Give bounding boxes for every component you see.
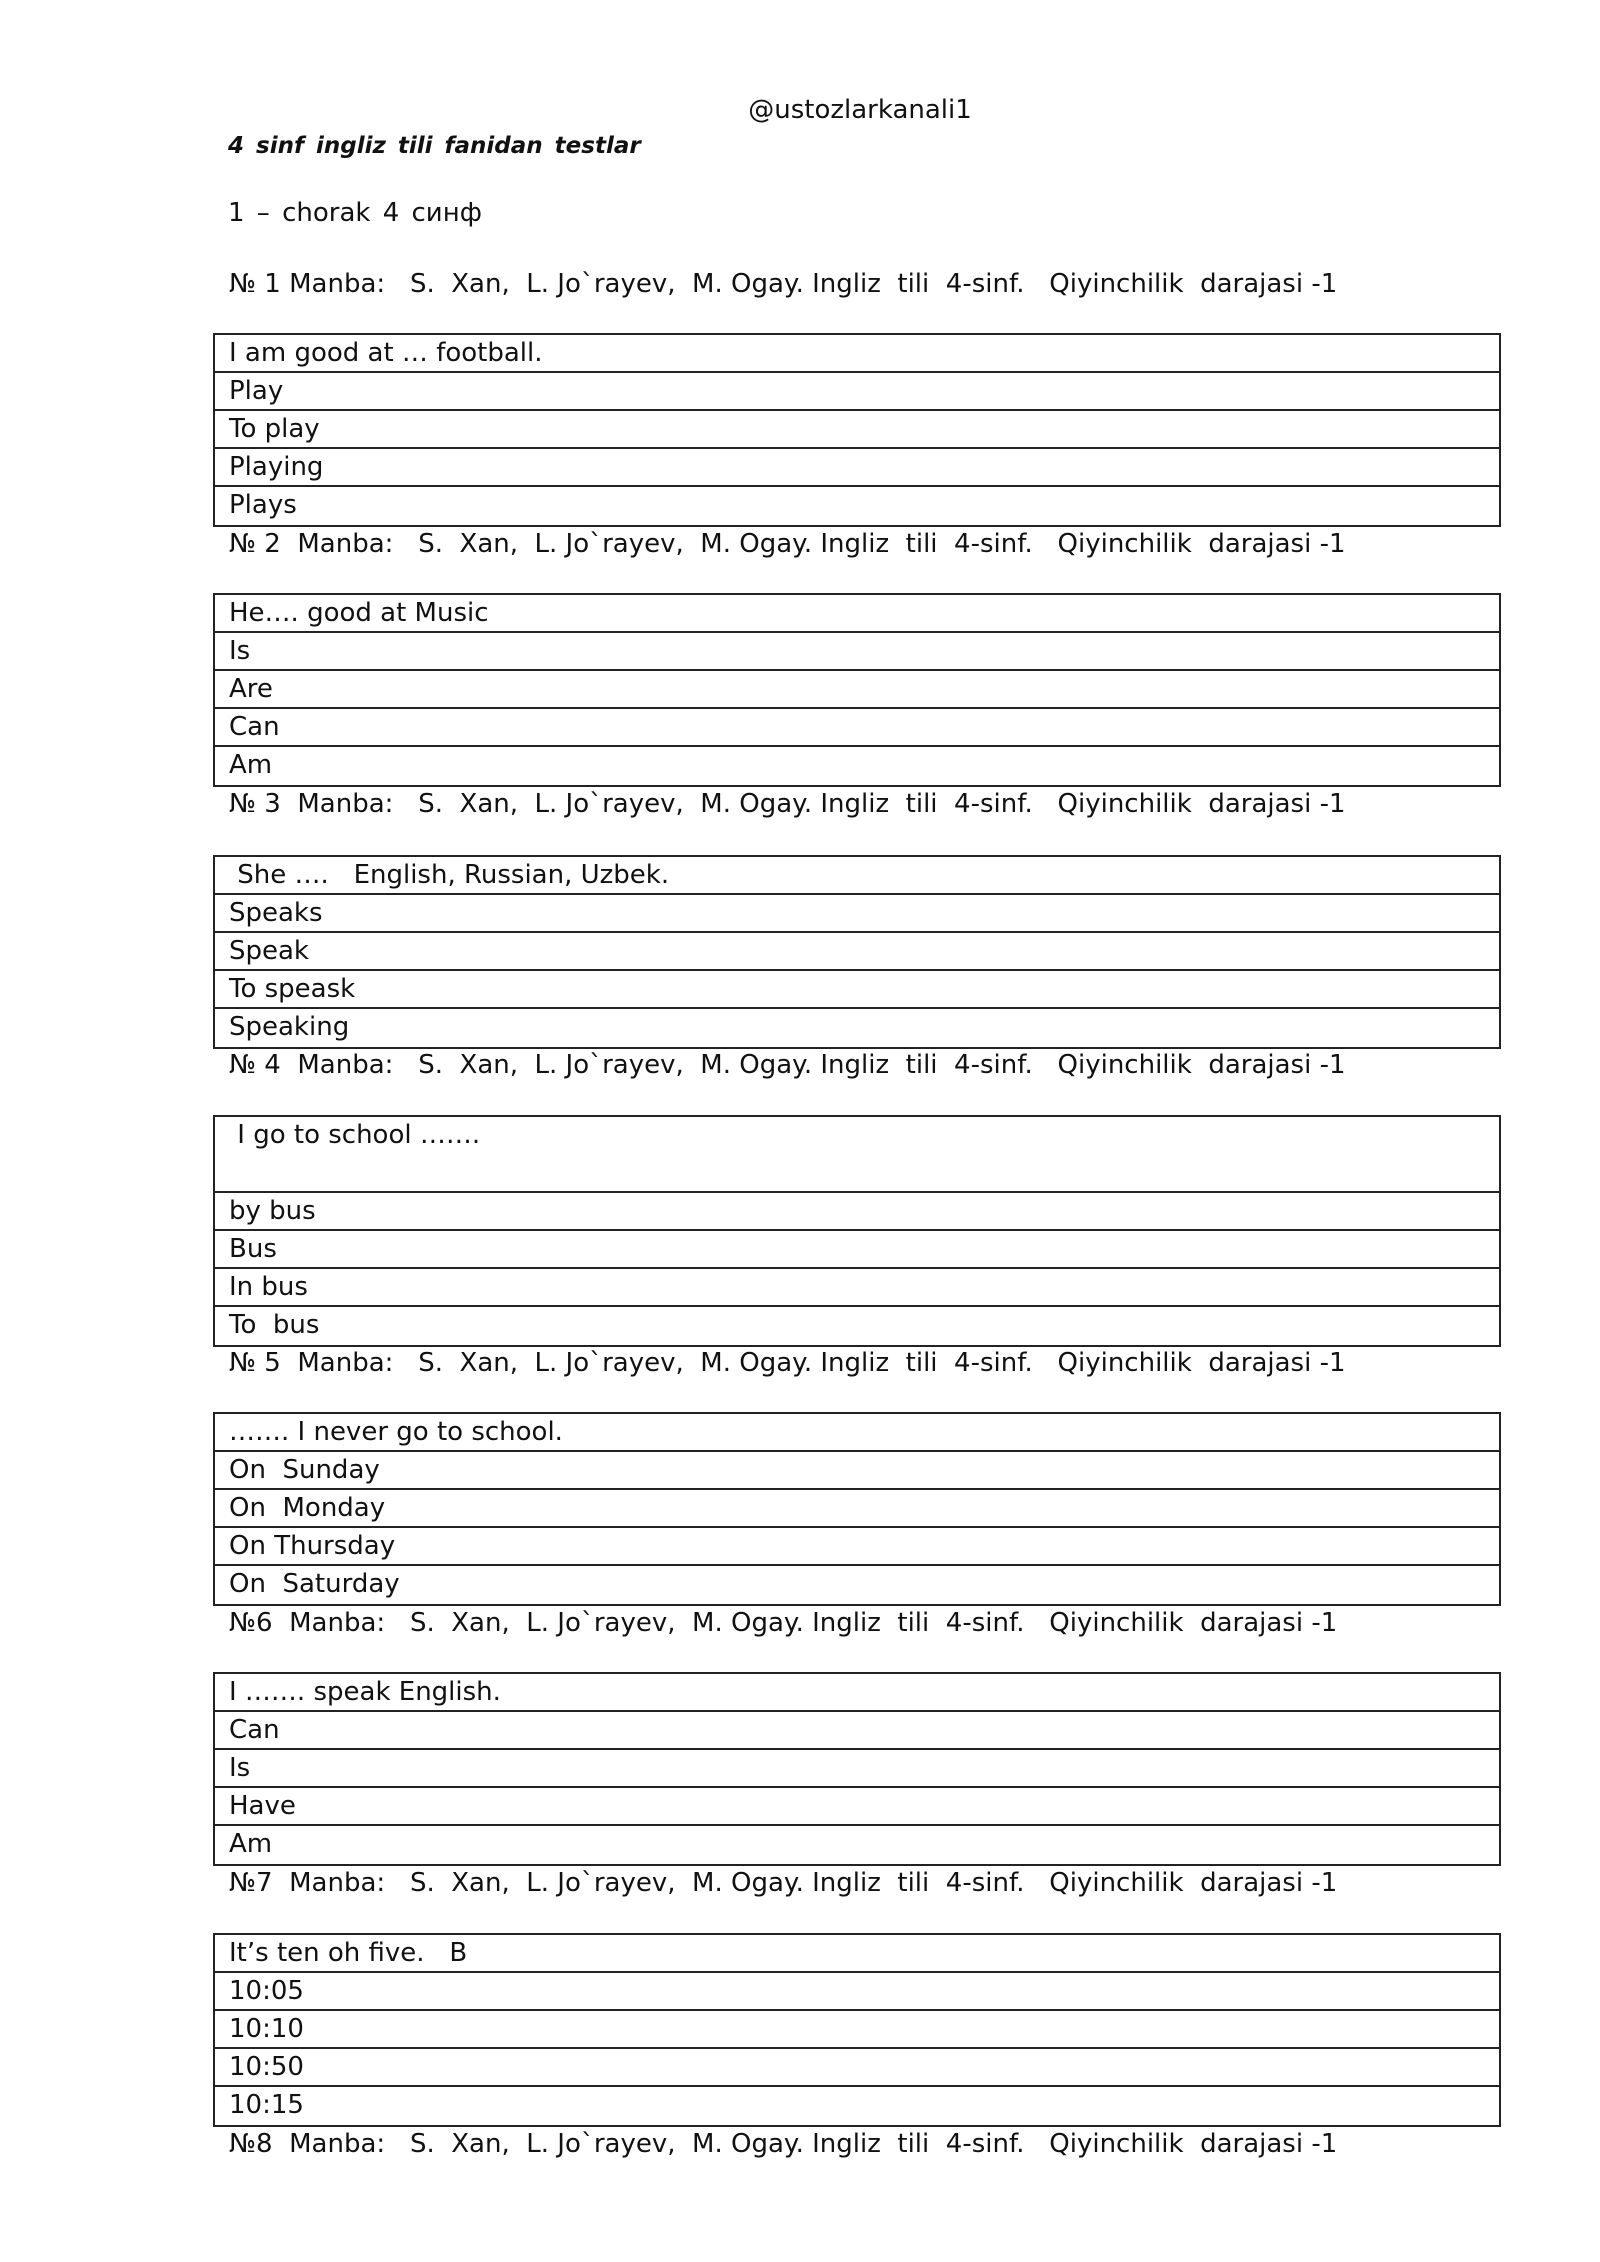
- option-4: On Saturday: [229, 1569, 400, 1599]
- option-2: To play: [215, 411, 1499, 449]
- option-2: Bus: [215, 1231, 1499, 1269]
- option-1: Play: [215, 373, 1499, 411]
- question-table-1: [213, 333, 1501, 527]
- option-1: 10:05: [215, 1973, 1499, 2011]
- option-2: On Monday: [215, 1490, 1499, 1528]
- option-3: 10:50: [215, 2049, 1499, 2087]
- option-4: 10:15: [229, 2090, 304, 2120]
- question-table-5: [213, 1412, 1501, 1606]
- option-2: Are: [215, 671, 1499, 709]
- question-text: I ……. speak English.: [215, 1674, 1499, 1712]
- option-1: On Sunday: [215, 1452, 1499, 1490]
- option-1: Is: [215, 633, 1499, 671]
- option-2: Speak: [215, 933, 1499, 971]
- question-text: He…. good at Music: [215, 595, 1499, 633]
- source-line-3: № 3 Manba: S. Xan, L. Jo`rayev, M. Ogay. Ingliz tili 4-sinf. Qiyinchilik darajasi -1: [229, 789, 1346, 819]
- source-line-2: № 2 Manba: S. Xan, L. Jo`rayev, M. Ogay. Ingliz tili 4-sinf. Qiyinchilik darajasi -1: [229, 529, 1346, 559]
- source-line-1: № 1 Manba: S. Xan, L. Jo`rayev, M. Ogay. Ingliz tili 4-sinf. Qiyinchilik darajasi -1: [229, 269, 1338, 299]
- option-4: Plays: [229, 490, 297, 520]
- source-line-5: № 5 Manba: S. Xan, L. Jo`rayev, M. Ogay. Ingliz tili 4-sinf. Qiyinchilik darajasi -1: [229, 1348, 1346, 1378]
- option-1: by bus: [215, 1193, 1499, 1231]
- option-3: On Thursday: [215, 1528, 1499, 1566]
- option-4: Am: [229, 1829, 273, 1859]
- option-2: 10:10: [215, 2011, 1499, 2049]
- question-table-4: [213, 1115, 1501, 1347]
- channel-handle: @ustozlarkanali1: [748, 95, 972, 125]
- question-text: ……. I never go to school.: [215, 1414, 1499, 1452]
- quarter-label: 1 – chorak 4 синф: [228, 198, 482, 228]
- option-2: Is: [215, 1750, 1499, 1788]
- source-line-7: №7 Manba: S. Xan, L. Jo`rayev, M. Ogay. Ingliz tili 4-sinf. Qiyinchilik darajasi -1: [229, 1868, 1338, 1898]
- source-line-6: №6 Manba: S. Xan, L. Jo`rayev, M. Ogay. Ingliz tili 4-sinf. Qiyinchilik darajasi -1: [229, 1608, 1338, 1638]
- option-4: Am: [229, 750, 273, 780]
- question-text: It’s ten oh five. B: [215, 1935, 1499, 1973]
- source-line-4: № 4 Manba: S. Xan, L. Jo`rayev, M. Ogay. Ingliz tili 4-sinf. Qiyinchilik darajasi -1: [229, 1050, 1346, 1080]
- question-table-7: [213, 1933, 1501, 2127]
- question-text: I am good at … football.: [215, 335, 1499, 373]
- source-line-8: №8 Manba: S. Xan, L. Jo`rayev, M. Ogay. Ingliz tili 4-sinf. Qiyinchilik darajasi -1: [229, 2129, 1338, 2159]
- question-table-2: [213, 593, 1501, 787]
- option-4: Speaking: [229, 1012, 350, 1042]
- option-1: Speaks: [215, 895, 1499, 933]
- question-text: I go to school …….: [215, 1117, 1499, 1193]
- option-3: Have: [215, 1788, 1499, 1826]
- option-3: Can: [215, 709, 1499, 747]
- option-3: To speask: [215, 971, 1499, 1009]
- question-text: She …. English, Russian, Uzbek.: [215, 857, 1499, 895]
- option-4: To bus: [229, 1310, 320, 1340]
- question-table-6: [213, 1672, 1501, 1866]
- option-1: Can: [215, 1712, 1499, 1750]
- document-title: 4 sinf ingliz tili fanidan testlar: [228, 133, 641, 159]
- question-table-3: [213, 855, 1501, 1049]
- option-3: In bus: [215, 1269, 1499, 1307]
- option-3: Playing: [215, 449, 1499, 487]
